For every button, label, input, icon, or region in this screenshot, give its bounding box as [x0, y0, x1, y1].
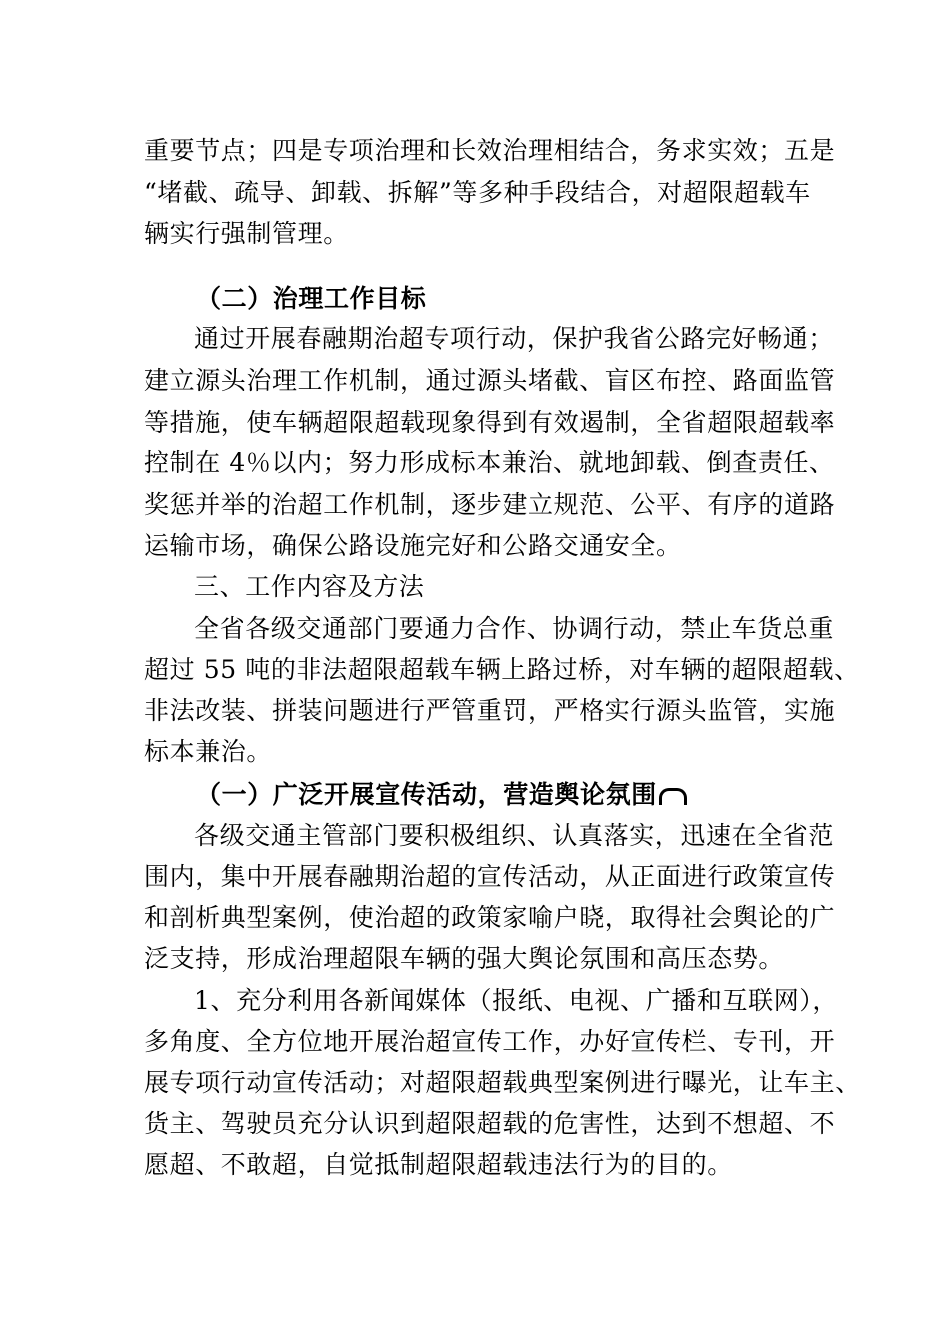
paragraph-line: 非法改装、拼装问题进行严管重罚，严格实行源头监管，实施 [144, 696, 836, 725]
paragraph-line: 等措施，使车辆超限超载现象得到有效遏制，全省超限超载率 [144, 408, 836, 437]
heading-text: （一）广泛开展宣传活动，营造舆论氛围 [196, 780, 657, 809]
section-heading-methods: 三、工作内容及方法 [194, 572, 425, 601]
paragraph-line: 1、充分利用各新闻媒体（报纸、电视、广播和互联网）， [194, 986, 839, 1015]
section-heading-goal: （二）治理工作目标 [196, 284, 427, 313]
paragraph-line: 各级交通主管部门要积极组织、认真落实，迅速在全省范 [194, 821, 835, 850]
paragraph-line: 奖惩并举的治超工作机制，逐步建立规范、公平、有序的道路 [144, 490, 836, 519]
paragraph-line: 建立源头治理工作机制，通过源头堵截、盲区布控、路面监管 [144, 366, 836, 395]
paragraph-line: 运输市场，确保公路设施完好和公路交通安全。 [144, 531, 682, 560]
paragraph-line: 和剖析典型案例，使治超的政策家喻户晓，取得社会舆论的广 [144, 903, 836, 932]
paragraph-line: 辆实行强制管理。 [144, 219, 349, 248]
paragraph-line: 泛支持，形成治理超限车辆的强大舆论氛围和高压态势。 [144, 944, 785, 973]
paragraph-line: “堵截、疏导、卸载、拆解”等多种手段结合，对超限超载车 [144, 178, 811, 207]
paragraph-line: 超过 55 吨的非法超限超载车辆上路过桥，对车辆的超限超载、 [144, 655, 860, 684]
paragraph-line: 重要节点；四是专项治理和长效治理相结合，务求实效；五是 [144, 136, 836, 165]
paragraph-line: 货主、驾驶员充分认识到超限超载的危害性，达到不想超、不 [144, 1109, 836, 1138]
paragraph-line: 控制在 4％以内；努力形成标本兼治、就地卸载、倒查责任、 [144, 448, 835, 477]
paragraph-line: 围内，集中开展春融期治超的宣传活动，从正面进行政策宣传 [144, 862, 836, 891]
paragraph-line: 标本兼治。 [144, 737, 273, 766]
paragraph-line: 愿超、不敢超，自觉抵制超限超载违法行为的目的。 [144, 1150, 733, 1179]
section-heading-publicity [196, 780, 687, 810]
paragraph-line: 全省各级交通部门要通力合作、协调行动，禁止车货总重 [194, 614, 835, 643]
paragraph-line: 多角度、全方位地开展治超宣传工作，办好宣传栏、专刊，开 [144, 1027, 836, 1056]
paragraph-line: 展专项行动宣传活动；对超限超载典型案例进行曝光，让车主、 [144, 1068, 861, 1097]
edit-mark-icon [659, 788, 687, 805]
paragraph-line: 通过开展春融期治超专项行动，保护我省公路完好畅通； [194, 324, 835, 353]
